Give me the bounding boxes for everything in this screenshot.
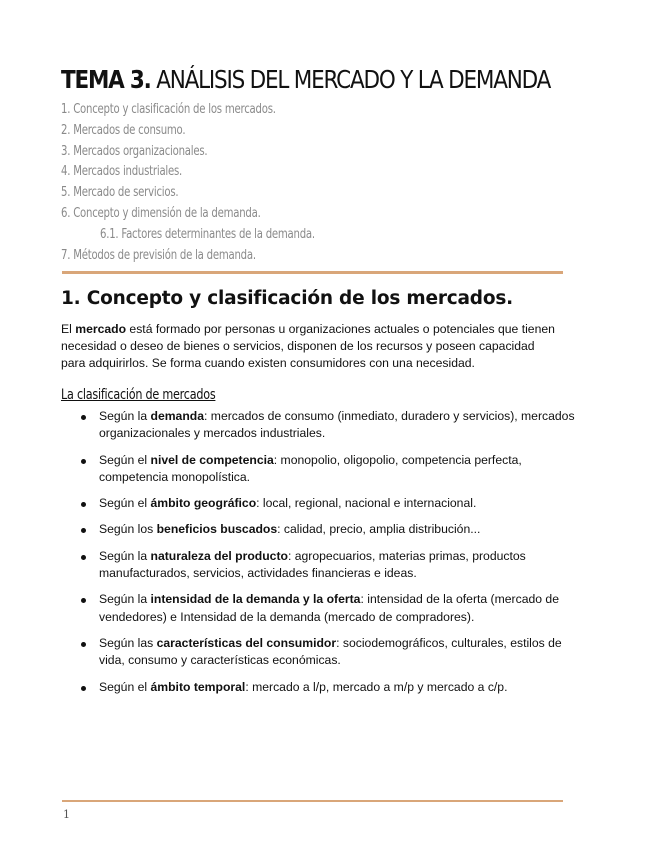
bullet-icon bbox=[81, 528, 86, 533]
subsection-heading: La clasificación de mercados bbox=[61, 387, 216, 403]
item-term: intensidad de la demanda y la oferta bbox=[150, 592, 361, 607]
item-term: demanda bbox=[150, 409, 205, 423]
item-pre: Según los bbox=[99, 522, 157, 537]
toc-item: 2. Mercados de consumo. bbox=[61, 122, 186, 138]
section-heading: 1. Concepto y clasificación de los mercados. bbox=[61, 288, 513, 309]
item-term: ámbito geográfico bbox=[150, 496, 257, 511]
bullet-icon bbox=[81, 598, 86, 603]
item-term: ámbito temporal bbox=[150, 679, 246, 694]
item-pre: Según la bbox=[99, 548, 151, 563]
item-term: naturaleza del producto bbox=[150, 548, 288, 563]
list-item bbox=[81, 635, 581, 670]
toc-subitem: 6.1. Factores determinantes de la demanda. bbox=[100, 226, 315, 242]
header-divider bbox=[62, 271, 563, 274]
item-pre: Según el bbox=[99, 452, 151, 467]
list-item bbox=[81, 548, 581, 583]
item-post: : monopolio, oligopolio, competencia perfecta, competencia monopolística. bbox=[99, 452, 522, 484]
toc-item: 4. Mercados industriales. bbox=[61, 164, 183, 180]
list-item bbox=[81, 495, 581, 512]
intro-pre: El bbox=[61, 322, 76, 336]
toc-item: 3. Mercados organizacionales. bbox=[61, 143, 208, 159]
toc-item: 5. Mercado de servicios. bbox=[61, 185, 179, 201]
item-post: : local, regional, nacional e internacional. bbox=[256, 496, 477, 511]
toc-item: 7. Métodos de previsión de la demanda. bbox=[61, 247, 256, 263]
item-post: : mercado a l/p, mercado a m/p y mercado a c/p. bbox=[245, 679, 508, 694]
bullet-icon bbox=[81, 555, 86, 560]
item-pre: Según la bbox=[99, 592, 151, 607]
page-number: 1 bbox=[63, 808, 70, 821]
footer-divider bbox=[62, 800, 563, 802]
list-item bbox=[81, 408, 581, 443]
intro-paragraph bbox=[61, 321, 561, 371]
item-pre: Según la bbox=[99, 409, 151, 423]
item-post: : calidad, precio, amplia distribución... bbox=[277, 522, 481, 537]
bullet-icon bbox=[81, 415, 86, 420]
document-title bbox=[61, 62, 550, 98]
title-topic-name: ANÁLISIS DEL MERCADO Y LA DEMANDA bbox=[150, 65, 551, 94]
item-term: nivel de competencia bbox=[150, 452, 274, 467]
item-post: : mercados de consumo (inmediato, duradero y servicios), mercados organizacionales y mercados industriales. bbox=[99, 409, 575, 441]
item-post: : agropecuarios, materias primas, productos manufacturados, servicios, actividades financieras e ideas. bbox=[99, 548, 526, 581]
bullet-icon bbox=[81, 502, 86, 507]
item-post: : intensidad de la oferta (mercado de vendedores) e Intensidad de la demanda (mercado de compradores). bbox=[99, 592, 559, 624]
toc-item: 6. Concepto y dimensión de la demanda. bbox=[61, 205, 261, 221]
item-pre: Según el bbox=[99, 679, 151, 694]
intro-term: mercado bbox=[75, 322, 127, 336]
classification-list bbox=[81, 408, 581, 705]
item-pre: Según las bbox=[99, 635, 157, 650]
list-item bbox=[81, 591, 581, 626]
item-term: características del consumidor bbox=[156, 635, 337, 650]
title-topic-number: TEMA 3. bbox=[61, 65, 151, 94]
bullet-icon bbox=[81, 642, 86, 647]
list-item bbox=[81, 521, 581, 538]
list-item bbox=[81, 452, 581, 487]
bullet-icon bbox=[81, 686, 86, 691]
intro-post: está formado por personas u organizaciones actuales o potenciales que tienen necesidad o deseo de bienes o servicios, disponen de los recursos y poseen capacidad para adquirirlos. Se forma cuando existen consumidores con una necesidad. bbox=[61, 322, 555, 370]
item-term: beneficios buscados bbox=[156, 522, 278, 537]
list-item bbox=[81, 679, 581, 696]
bullet-icon bbox=[81, 459, 86, 464]
table-of-contents bbox=[61, 100, 387, 266]
toc-item: 1. Concepto y clasificación de los mercados. bbox=[61, 102, 276, 117]
item-pre: Según el bbox=[99, 496, 151, 511]
item-post: : sociodemográficos, culturales, estilos de vida, consumo y características económicas. bbox=[99, 635, 562, 668]
